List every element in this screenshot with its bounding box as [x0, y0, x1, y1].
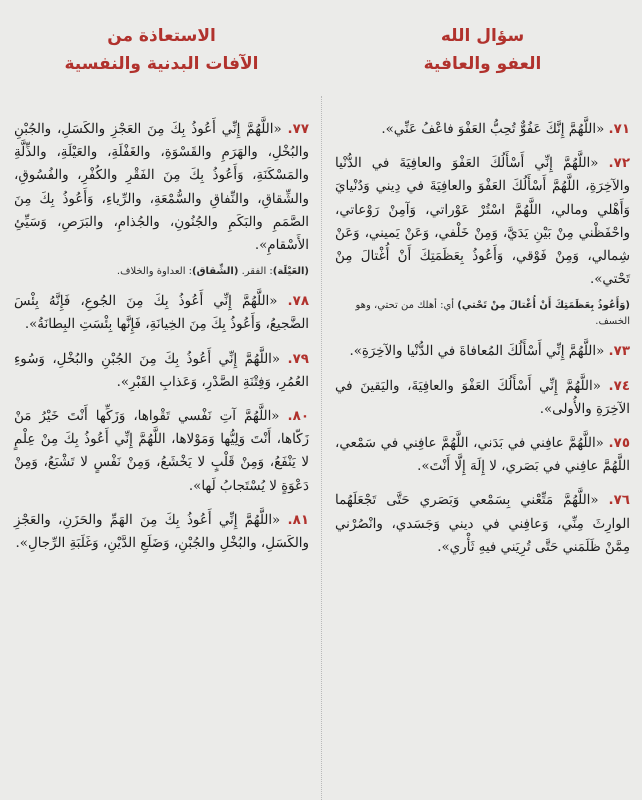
dua-number: ٨٠. — [287, 409, 309, 425]
dua-text: «اللَّهُمَّ عافِني في بَدَني، اللَّهُمَّ عافِني في سَمْعي، اللَّهُمَّ عافِني في بَصَري، لا إِلَهَ إِلَّا أَنْتَ». — [335, 436, 630, 475]
footnote-72 — [335, 298, 630, 330]
footnote-77 — [14, 264, 309, 280]
dua-text: «اللَّهُمَّ إِنِّي أَسْأَلُكَ العَفْوَ والعافِيَةَ في الدُّنْيا والآخِرَةِ، اللَّهُمَّ أَسْأَلُكَ العَفْوَ والعافِيَةَ في دِيني وَدُنْيايَ وَأَهْلي ومالي، اللَّهُمَّ اسْتُرْ عَوْراتي، وَآمِنْ رَوْعاتي، واحْفَظْني مِنْ بَيْنِ يَدَيَّ، وَمِنْ خَلْفي، وَعَنْ يَميني، وَعَنْ شِمالي، وَمِنْ فَوْقي، وَأَعُوذُ بِعَظَمَتِكَ أَنْ أُغْتالَ مِنْ تَحْتي». — [335, 156, 630, 288]
dua-text: «اللَّهُمَّ إِنِّي أَسْأَلُكَ العَفْوَ والعافِيَةَ، واليَقينَ في الآخِرَةِ والأُولى». — [335, 378, 630, 417]
dua-71 — [335, 118, 630, 141]
dua-text: «اللَّهُمَّ مَتِّعْني بِسَمْعي وَبَصَري حَتَّى تَجْعَلَهُما الوارِثَ مِنِّي، وَعافِني في ديني وَجَسَدي، وانْصُرْني مِمَّنْ ظَلَمَني حَتَّى تُرِيَني فيهِ ثَأْري». — [335, 493, 630, 555]
dua-number: ٧٣. — [608, 344, 630, 360]
dua-81 — [14, 509, 309, 555]
right-column — [321, 0, 642, 800]
dua-78 — [14, 290, 309, 336]
dua-number: ٨١. — [287, 512, 309, 528]
dua-number: ٧٨. — [287, 294, 309, 310]
left-heading-line2: الآفات البدنية والنفسية — [64, 54, 259, 74]
footnote-term-2: (الشِّقاق) — [192, 266, 239, 278]
right-column-items — [335, 118, 630, 559]
footnote-text-1: : الفقر. — [241, 266, 273, 278]
dua-number: ٧١. — [608, 122, 630, 137]
dua-number: ٧٩. — [287, 351, 309, 367]
dua-79 — [14, 348, 309, 394]
dua-text: «اللَّهُمَّ إِنِّي أَعُوذُ بِكَ مِنَ الجُبْنِ والبُخْلِ، وَسُوءِ العُمُرِ، وَفِتْنَةِ الصَّدْرِ، وَعَذابِ القَبْرِ». — [14, 351, 309, 390]
left-column-items — [14, 118, 309, 555]
right-column-heading — [335, 22, 630, 96]
dua-text: «اللَّهُمَّ إِنِّي أَعُوذُ بِكَ مِنَ الجُوعِ، فَإِنَّهُ بِئْسَ الضَّجيعُ، وَأَعُوذُ بِكَ مِنَ الخِيانَةِ، فَإِنَّها بِئْسَتِ البِطانَةُ». — [14, 294, 309, 333]
right-heading-line1: سؤال الله — [440, 26, 525, 46]
dua-text: «اللَّهُمَّ إِنَّكَ عَفُوٌّ تُحِبُّ العَفْوَ فاعْفُ عَنِّي». — [381, 122, 605, 137]
dua-77 — [14, 118, 309, 257]
footnote-text-2: : العداوة والخلاف. — [116, 266, 193, 278]
dua-73 — [335, 340, 630, 363]
dua-72 — [335, 152, 630, 291]
footnote-text: أي: أهلك من تحتي، وهو الخسف. — [355, 300, 630, 328]
dua-number: ٧٢. — [608, 156, 630, 172]
dua-text: «اللَّهُمَّ إِنِّي أَعُوذُ بِكَ مِنَ العَجْزِ والكَسَلِ، والجُبْنِ والبُخْلِ، والهَرَمِ والقَسْوَةِ، والغَفْلَةِ، والعَيْلَةِ، والذِّلَّةِ والمَسْكَنَةِ، وَأَعُوذُ بِكَ مِنَ الفَقْرِ والكُفْرِ، والفُسُوقِ، والشِّقاقِ، والنِّفاقِ والسُّمْعَةِ، والرِّياءِ، وَأَعُوذُ بِكَ مِنَ الصَّمَمِ والبَكَمِ والجُنُونِ، والجُذامِ، والبَرَصِ، وَسَيِّئِ الأَسْقامِ». — [14, 122, 309, 254]
right-heading-line2: العفو والعافية — [423, 54, 542, 74]
dua-number: ٧٦. — [608, 493, 630, 509]
dua-76 — [335, 489, 630, 559]
dua-number: ٧٧. — [287, 122, 309, 137]
dua-text: «اللَّهُمَّ إِنِّي أَسْأَلُكَ المُعافاةَ في الدُّنْيا والآخِرَةِ». — [349, 344, 605, 360]
dua-text: «اللَّهُمَّ إِنِّي أَعُوذُ بِكَ مِنَ الهَمِّ والحَزَنِ، والعَجْزِ والكَسَلِ، والبُخْلِ والجُبْنِ، وَضَلَعِ الدَّيْنِ، وَغَلَبَةِ الرِّجالِ». — [14, 512, 309, 552]
dua-74 — [335, 375, 630, 421]
footnote-term-1: (العَيْلَة) — [272, 266, 309, 278]
dua-75 — [335, 432, 630, 478]
footnote-term: (وَأَعُوذُ بِعَظَمَتِكَ أَنْ أُغْتالَ مِنْ تَحْتي) — [457, 300, 630, 312]
dua-number: ٧٥. — [608, 436, 630, 452]
dua-text: «اللَّهُمَّ آتِ نَفْسي تَقْواها، وَزَكِّها أَنْتَ خَيْرُ مَنْ زَكّاها، أَنْتَ وَلِيُّها وَمَوْلاها، اللَّهُمَّ إِنِّي أَعُوذُ بِكَ مِنْ عِلْمٍ لا يَنْفَعُ، وَمِنْ قَلْبٍ لا يَخْشَعُ، وَمِنْ نَفْسٍ لا تَشْبَعُ، وَمِنْ دَعْوَةٍ لا يُسْتَجابُ لَها». — [14, 409, 309, 494]
column-divider — [321, 96, 322, 800]
dua-80 — [14, 405, 309, 498]
left-column-heading — [14, 22, 309, 96]
dua-number: ٧٤. — [608, 378, 630, 394]
left-heading-line1: الاستعاذة من — [107, 26, 216, 46]
